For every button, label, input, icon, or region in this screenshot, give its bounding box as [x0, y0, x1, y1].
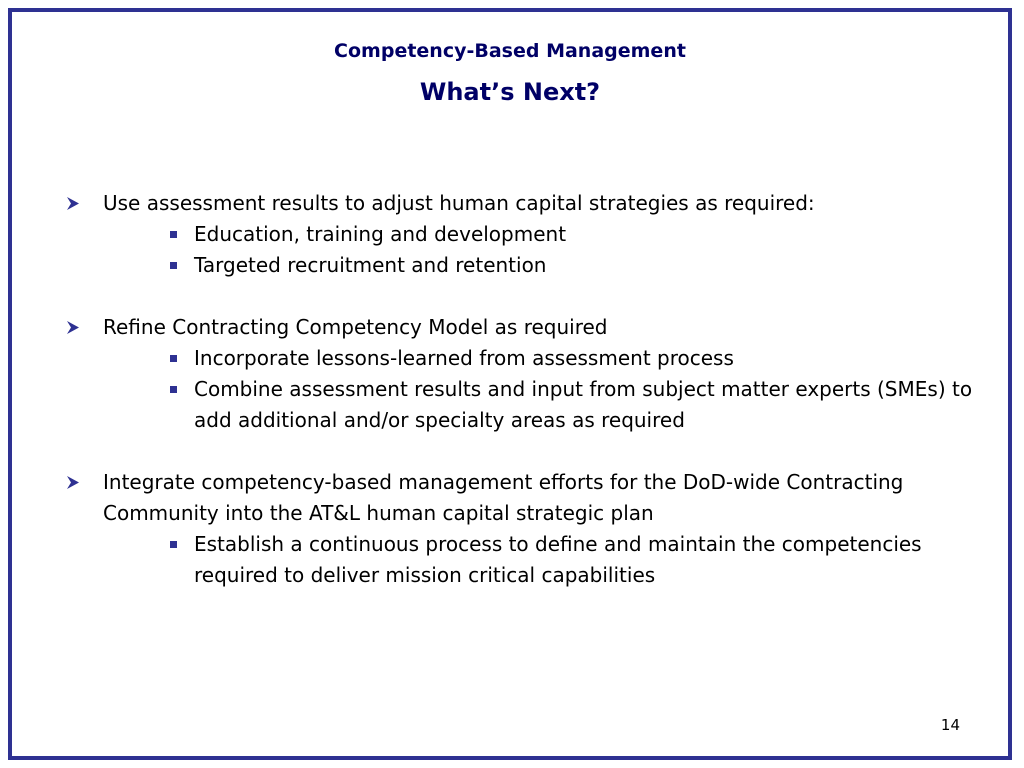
slide-title: What’s Next?	[419, 78, 601, 106]
bullet-text: Integrate competency-based management efforts for the DoD-wide Contracting Community into the AT&L human capital strategic plan	[103, 470, 904, 525]
square-bullet-icon	[170, 231, 177, 238]
bullet-item	[62, 312, 982, 343]
arrow-bullet-icon	[66, 467, 86, 498]
bullet-text: Use assessment results to adjust human capital strategies as required:	[103, 191, 815, 215]
sub-bullet-item	[62, 343, 982, 374]
bullet-item	[62, 188, 982, 219]
sub-bullet-text: Combine assessment results and input from subject matter experts (SMEs) to add additional and/or specialty areas as required	[194, 377, 973, 432]
slide	[8, 8, 1012, 760]
square-bullet-icon	[170, 355, 177, 362]
arrow-bullet-icon	[66, 312, 86, 343]
arrow-bullet-icon	[66, 188, 86, 219]
sub-bullet-item	[62, 250, 982, 281]
sub-bullet-text: Targeted recruitment and retention	[194, 253, 547, 277]
sub-bullet-item	[62, 219, 982, 250]
bullet-text: Refine Contracting Competency Model as required	[103, 315, 608, 339]
square-bullet-icon	[170, 262, 177, 269]
sub-bullet-text: Education, training and development	[194, 222, 567, 246]
page-number: 14	[940, 716, 960, 734]
square-bullet-icon	[170, 541, 177, 548]
slide-subtitle: Competency-Based Management	[334, 40, 686, 62]
square-bullet-icon	[170, 386, 177, 393]
sub-bullet-text: Establish a continuous process to define and maintain the competencies required to deliver mission critical capabilities	[194, 532, 922, 587]
sub-bullet-text: Incorporate lessons-learned from assessment process	[194, 346, 734, 370]
sub-bullet-item	[62, 529, 982, 591]
sub-bullet-item	[62, 374, 982, 436]
bullet-list	[62, 188, 982, 591]
bullet-item	[62, 467, 982, 529]
